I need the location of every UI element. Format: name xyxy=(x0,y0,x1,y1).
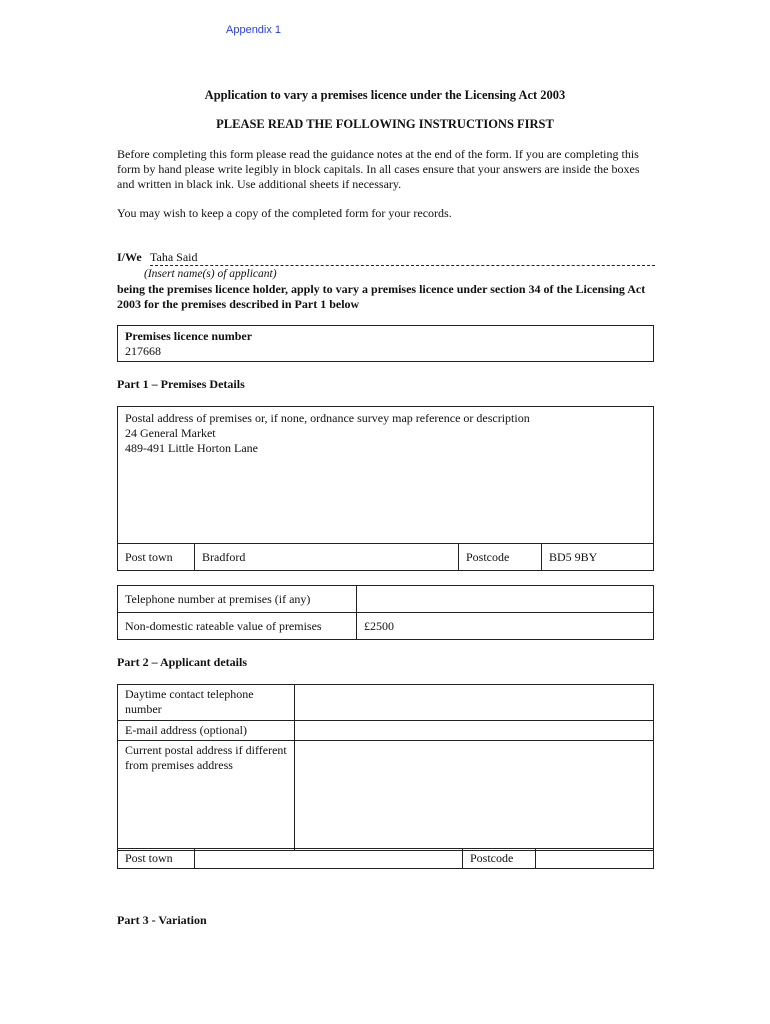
rateable-value-field[interactable]: £2500 xyxy=(357,613,654,640)
applicant-postcode-label: Postcode xyxy=(463,849,536,869)
premises-address-line1[interactable]: 24 General Market xyxy=(125,426,216,440)
premises-address-line2[interactable]: 489-491 Little Horton Lane xyxy=(125,441,258,455)
part2-heading: Part 2 – Applicant details xyxy=(117,655,248,669)
applicant-town-postcode-table xyxy=(117,848,654,869)
daytime-telephone-field[interactable] xyxy=(295,685,654,721)
post-town-label: Post town xyxy=(118,544,195,571)
email-label: E-mail address (optional) xyxy=(118,721,295,741)
applicant-post-town-label: Post town xyxy=(118,849,195,869)
post-town-field[interactable]: Bradford xyxy=(195,544,459,571)
postcode-field[interactable]: BD5 9BY xyxy=(542,544,654,571)
part3-heading: Part 3 - Variation xyxy=(117,913,207,927)
applicant-name-field[interactable]: Taha Said xyxy=(150,250,198,264)
telephone-label: Telephone number at premises (if any) xyxy=(118,586,357,613)
email-field[interactable] xyxy=(295,721,654,741)
records-text: You may wish to keep a copy of the completed form for your records. xyxy=(117,206,452,220)
applicant-statement: being the premises licence holder, apply to vary a premises licence under section 34 of the Licensing Act 2003 for the premises described in Part 1 below xyxy=(117,282,646,311)
applicant-name-underline xyxy=(150,265,655,266)
postcode-label: Postcode xyxy=(459,544,542,571)
premises-contact-table xyxy=(117,585,654,640)
part1-heading: Part 1 – Premises Details xyxy=(117,377,245,391)
current-address-field[interactable] xyxy=(295,741,654,851)
applicant-details-table xyxy=(117,684,654,851)
applicant-postcode-field[interactable] xyxy=(536,849,654,869)
daytime-telephone-label: Daytime contact telephone number xyxy=(118,685,295,721)
form-title: Application to vary a premises licence under the Licensing Act 2003 xyxy=(204,88,566,102)
appendix-label: Appendix 1 xyxy=(226,24,282,36)
premises-town-postcode-table xyxy=(117,543,654,571)
premises-address-label: Postal address of premises or, if none, ordnance survey map reference or description xyxy=(125,411,530,425)
rateable-value-label: Non-domestic rateable value of premises xyxy=(118,613,357,640)
premises-address-box[interactable] xyxy=(117,406,654,544)
applicant-post-town-field[interactable] xyxy=(195,849,463,869)
telephone-field[interactable] xyxy=(357,586,654,613)
applicant-label: I/We xyxy=(117,250,142,264)
applicant-hint: (Insert name(s) of applicant) xyxy=(144,268,277,280)
licence-number-value[interactable]: 217668 xyxy=(125,344,161,358)
intro-text: Before completing this form please read the guidance notes at the end of the form. If you are completing this form by hand please write legibly in block capitals. In all cases ensure that your answers are inside the boxes and written in black ink. Use additional sheets if necessary. xyxy=(117,147,640,191)
licence-number-label: Premises licence number xyxy=(125,329,253,343)
current-address-label: Current postal address if different from premises address xyxy=(118,741,295,851)
licence-number-box[interactable] xyxy=(117,325,654,362)
instructions-heading: PLEASE READ THE FOLLOWING INSTRUCTIONS FIRST xyxy=(216,117,554,131)
